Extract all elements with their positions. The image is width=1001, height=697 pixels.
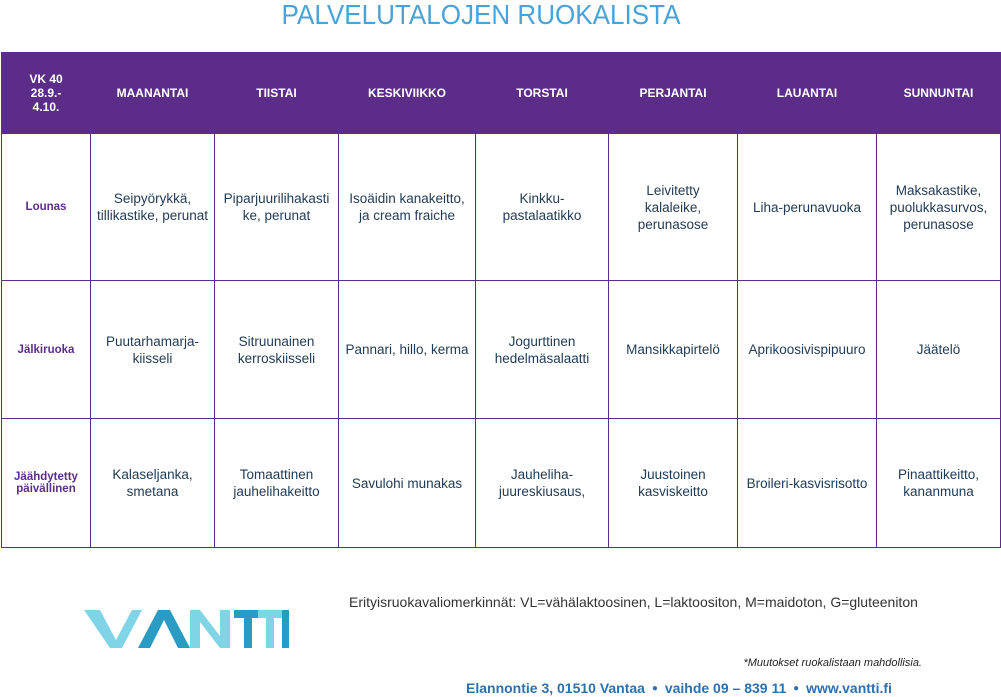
row-label-dessert: Jälkiruoka: [2, 281, 91, 419]
footer: [466, 680, 892, 696]
menu-cell: Savulohi munakas: [339, 419, 476, 548]
changes-notice: *Muutokset ruokalistaan mahdollisia.: [743, 657, 922, 669]
menu-cell: Juustoinen kasviskeitto: [609, 419, 738, 548]
menu-cell: Aprikoosivispipuuro: [738, 281, 877, 419]
day-header-thursday: TORSTAI: [476, 53, 609, 134]
menu-cell: Broileri-kasvisrisotto: [738, 419, 877, 548]
table-row: [2, 134, 1001, 281]
header-row: [2, 53, 1001, 134]
menu-cell: Pannari, hillo, kerma: [339, 281, 476, 419]
menu-cell: Tomaattinen jauhelihakeitto: [215, 419, 339, 548]
menu-cell: Puutarhamarja- kiisseli: [91, 281, 215, 419]
menu-cell: Liha-perunavuoka: [738, 134, 877, 281]
day-header-saturday: LAUANTAI: [738, 53, 877, 134]
menu-cell: Sitruunainen kerroskiisseli: [215, 281, 339, 419]
menu-cell: Pinaattikeitto, kananmuna: [877, 419, 1001, 548]
menu-cell: Maksakastike, puolukkasurvos, perunasose: [877, 134, 1001, 281]
bullet-icon: ●: [793, 683, 800, 694]
page-title: PALVELUTALOJEN RUOKALISTA: [281, 0, 681, 30]
footer-phone: vaihde 09 – 839 11: [664, 680, 787, 696]
menu-cell: Jäätelö: [877, 281, 1001, 419]
footer-address: Elannontie 3, 01510 Vantaa: [466, 680, 645, 696]
row-label-lunch: Lounas: [2, 134, 91, 281]
day-header-sunday: SUNNUNTAI: [877, 53, 1001, 134]
week-label: VK 40 28.9.- 4.10.: [2, 53, 91, 134]
menu-cell: Jauheliha- juureskiusaus,: [476, 419, 609, 548]
day-header-tuesday: TIISTAI: [215, 53, 339, 134]
menu-cell: Isoäidin kanakeitto, ja cream fraiche: [339, 134, 476, 281]
menu-cell: Piparjuurilihakasti ke, perunat: [215, 134, 339, 281]
menu-cell: Kalaseljanka, smetana: [91, 419, 215, 548]
menu-cell: Mansikkapirtelö: [609, 281, 738, 419]
table-row: [2, 281, 1001, 419]
menu-table: [1, 52, 1001, 548]
footer-website[interactable]: www.vantti.fi: [806, 680, 892, 696]
day-header-friday: PERJANTAI: [609, 53, 738, 134]
day-header-wednesday: KESKIVIIKKO: [339, 53, 476, 134]
menu-cell: Leivitetty kalaleike, perunasose: [609, 134, 738, 281]
vantti-logo: [82, 604, 290, 654]
menu-cell: Kinkku- pastalaatikko: [476, 134, 609, 281]
bullet-icon: ●: [651, 683, 658, 694]
menu-cell: Seipyörykkä, tillikastike, perunat: [91, 134, 215, 281]
menu-cell: Jogurttinen hedelmäsalaatti: [476, 281, 609, 419]
row-label-dinner: Jäähdytetty päivällinen: [2, 419, 91, 548]
day-header-monday: MAANANTAI: [91, 53, 215, 134]
diet-legend: Erityisruokavaliomerkinnät: VL=vähälaktoosinen, L=laktoositon, M=maidoton, G=gluteeniton: [349, 594, 918, 610]
table-row: [2, 419, 1001, 548]
